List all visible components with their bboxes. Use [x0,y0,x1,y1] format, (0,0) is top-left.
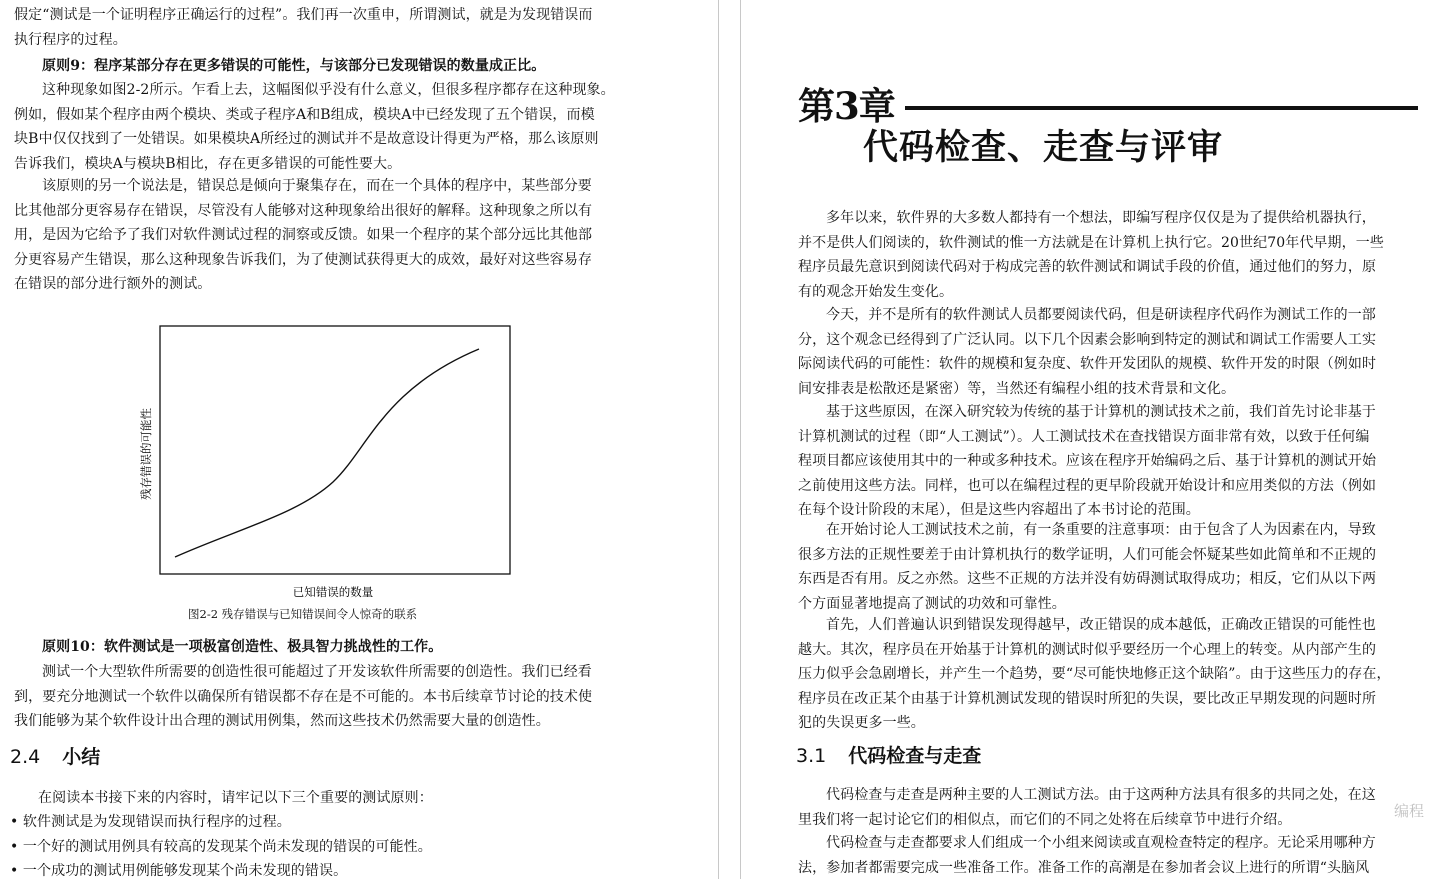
text-line: 这种现象如图2-2所示。乍看上去，这幅图似乎没有什么意义，但很多程序都存在这种现象。 [42,82,615,98]
text-line: 测试一个大型软件所需要的创造性很可能超过了开发该软件所需要的创造性。我们已经看 [42,664,592,680]
text-line: 代码检查与走查都要求人们组成一个小组来阅读或直观检查特定的程序。无论采用哪种方 [826,835,1376,851]
text-line: 多年以来，软件界的大多数人都持有一个想法，即编写程序仅仅是为了提供给机器执行， [826,210,1376,226]
y-axis-label: 残存错误的可能性 [139,408,153,500]
chapter-title: 代码检查、走查与评审 [863,127,1224,168]
text-line: 用，是因为它给予了我们对软件测试过程的洞察或反馈。如果一个程序的某个部分远比其他部 [14,227,593,243]
text-line: 在错误的部分进行额外的测试。 [14,276,212,292]
text-line: 今天，并不是所有的软件测试人员都要阅读代码，但是研读程序代码作为测试工作的一部 [826,307,1376,323]
text-line: 程序员最先意识到阅读代码对于构成完善的软件测试和调试手段的价值，通过他们的努力，原 [798,259,1377,275]
principle-9: 原则9：程序某部分存在更多错误的可能性，与该部分已发现错误的数量成正比。 [42,58,546,74]
saying-paragraph [14,174,592,297]
text-line: 犯的失误更多一些。 [798,715,925,731]
example-paragraph [14,78,615,176]
text-line: 际阅读代码的可能性：软件的规模和复杂度、软件开发团队的规模、软件开发的时限（例如时 [798,356,1377,372]
chapter-paragraph-2 [798,303,1376,401]
text-line: 我们能够为某个软件设计出合理的测试用例集，然而这些技术仍然需要大量的创造性。 [14,713,550,729]
chapter-label: 第3章 [798,84,895,128]
text-line: 在每个设计阶段的末尾），但是这些内容超出了本书讨论的范围。 [798,502,1200,518]
section-number: 3.1 [796,745,827,767]
text-line: 例如，假如某个程序由两个模块、类或子程序A和B组成，模块A中已经发现了五个错误，而模 [14,106,595,123]
text-line: 很多方法的正规性要差于由计算机执行的数学证明，人们可能会怀疑某些如此简单和不正规的 [798,546,1377,563]
text-line: 法，参加者都需要完成一些准备工作。准备工作的高潮是在参加者会议上进行的所谓“头脑风 [798,859,1370,876]
text-line: 里我们将一起讨论它们的相似点，而它们的不同之处将在后续章节中进行介绍。 [798,811,1292,828]
section-paragraph-1 [798,783,1376,832]
intro-paragraph [14,3,704,52]
section-heading-3-1 [796,741,981,768]
text-line: 该原则的另一个说法是，错误总是倾向于聚集存在，而在一个具体的程序中，某些部分要 [42,178,592,194]
watermark: 编程 [1393,802,1424,820]
section-number: 2.4 [10,746,41,768]
text-line: 告诉我们，模块A与模块B相比，存在更多错误的可能性要大。 [14,155,402,172]
text-line: 间安排表是松散还是紧密）等，当然还有编程小组的技术背景和文化。 [798,380,1236,397]
section-title: 代码检查与走查 [848,745,982,767]
plot-frame [160,326,510,574]
chapter-paragraph-1 [798,206,1384,304]
text-line: 在开始讨论人工测试技术之前，有一条重要的注意事项：由于包含了人为因素在内，导致 [826,522,1376,538]
text-line: 基于这些原因，在深入研究较为传统的基于计算机的测试技术之前，我们首先讨论非基于 [826,404,1376,420]
chapter-paragraph-5 [798,613,1391,736]
text-line: 压力似乎会急剧增长，并产生一个趋势，要“尽可能快地修正这个缺陷”。由于这些压力的存在， [798,666,1391,682]
text-line: • 一个成功的测试用例能够发现某个尚未发现的错误。 [10,863,348,879]
text-line: 假定“测试是一个证明程序正确运行的过程”。我们再一次重申，所谓测试，就是为发现错误而 [14,7,593,23]
curve-line [175,349,479,557]
text-line: 分更容易产生错误，那么这种现象告诉我们，为了使测试获得更大的成效，最好对这些容易存 [14,251,593,268]
figure-plot [138,324,518,604]
text-line: • 一个好的测试用例具有较高的发现某个尚未发现的错误的可能性。 [10,838,432,855]
section-title: 小结 [62,746,101,768]
text-line: 分，这个观念已经得到了广泛认同。以下几个因素会影响到特定的测试和调试工作需要人工实 [798,331,1377,348]
text-line: 比其他部分更容易存在错误，尽管没有人能够对这种现象给出很好的解释。这种现象之所以有 [14,202,593,219]
text-line: 程序员在改正某个由基于计算机测试发现的错误时所犯的失误，要比改正早期发现的问题时所 [798,690,1377,707]
x-axis-label: 已知错误的数量 [292,585,374,599]
chapter-paragraph-4 [798,518,1376,616]
text-line: 并不是供人们阅读的，软件测试的惟一方法就是在计算机上执行它。20世纪70年代早期，一些 [798,234,1384,251]
page-gutter [718,0,741,879]
chapter-paragraph-3 [798,400,1376,523]
principle-10: 原则10：软件测试是一项极富创造性、极具智力挑战性的工作。 [42,639,443,655]
text-line: 东西是否有用。反之亦然。这些不正规的方法并没有妨碍测试取得成功；相反，它们从以下两 [798,571,1377,587]
text-line: 之前使用这些方法。同样，也可以在编程过程的更早阶段就开始设计和应用类似的方法（例如 [798,477,1377,494]
figure-caption: 图2-2 残存错误与已知错误间令人惊奇的联系 [188,607,418,621]
text-line: 有的观念开始发生变化。 [798,283,954,300]
text-line: • 软件测试是为发现错误而执行程序的过程。 [10,814,291,830]
text-line: 到，要充分地测试一个软件以确保所有错误都不存在是不可能的。本书后续章节讨论的技术使 [14,688,593,705]
text-line: 执行程序的过程。 [14,31,127,48]
text-line: 个方面显著地提高了测试的功效和可靠性。 [798,595,1066,612]
summary-intro: 在阅读本书接下来的内容时，请牢记以下三个重要的测试原则： [38,790,433,806]
right-page [741,0,1430,879]
principle-bullet-list [10,810,432,879]
chapter-rule [905,106,1418,110]
text-line: 越大。其次，程序员在开始基于计算机的测试时似乎要经历一个心理上的转变。从内部产生的 [798,641,1377,658]
creativity-paragraph [14,660,592,734]
text-line: 计算机测试的过程（即“人工测试”）。人工测试技术在查找错误方面非常有效，以致于任何编 [798,428,1370,445]
section-heading-summary [10,742,100,769]
text-line: 块B中仅仅找到了一处错误。如果模块A所经过的测试并不是故意设计得更为严格，那么该原则 [14,131,599,147]
text-line: 首先，人们普遍认识到错误发现得越早，改正错误的成本越低，正确改正错误的可能性也 [826,617,1376,633]
figure-2-2 [138,324,518,624]
section-paragraph-2 [798,831,1376,879]
text-line: 程项目都应该使用其中的一种或多种技术。应该在程序开始编码之后、基于计算机的测试开始 [798,453,1377,469]
text-line: 代码检查与走查是两种主要的人工测试方法。由于这两种方法具有很多的共同之处，在这 [826,787,1376,803]
